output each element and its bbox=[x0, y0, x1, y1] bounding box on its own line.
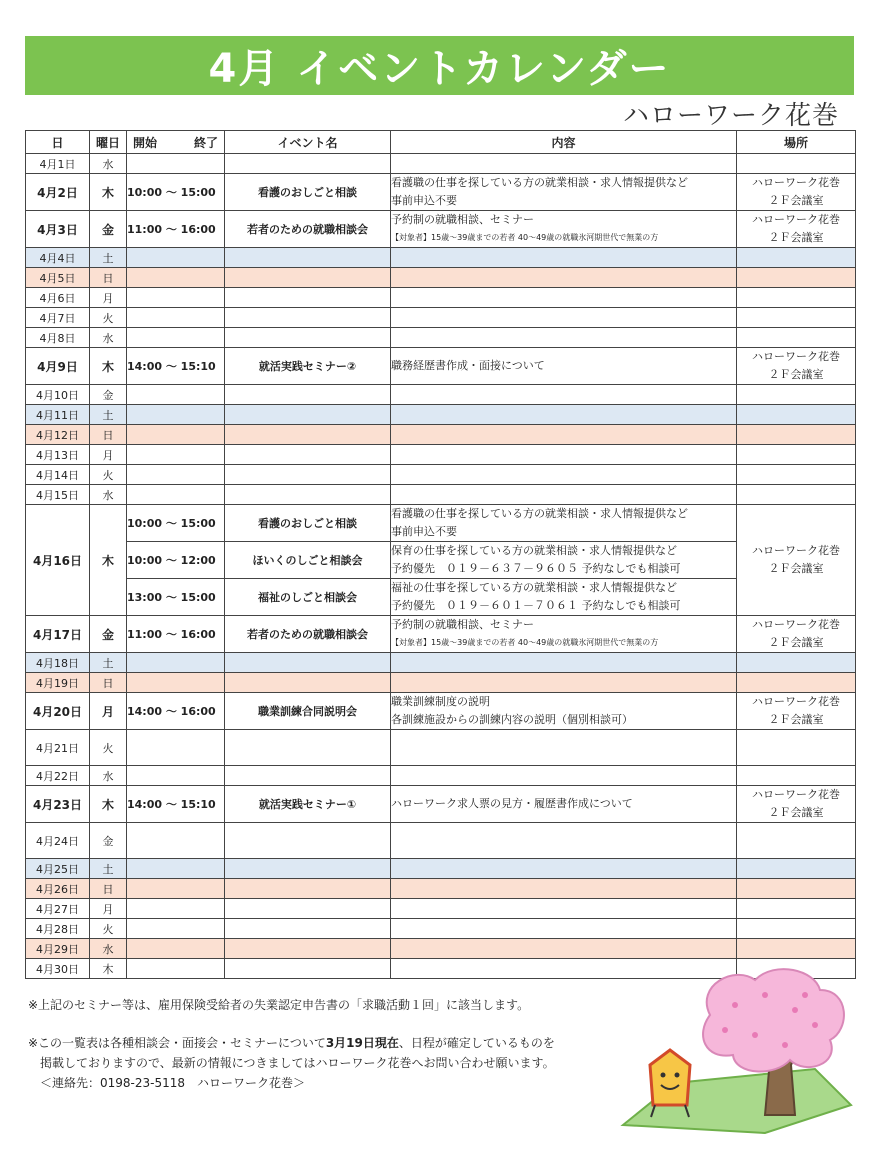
content-cell bbox=[391, 919, 737, 939]
calendar-body bbox=[26, 154, 856, 979]
weekday-cell: 月 bbox=[90, 445, 127, 465]
table-row bbox=[26, 505, 856, 542]
table-row bbox=[26, 919, 856, 939]
content-cell bbox=[391, 579, 737, 616]
event-name-cell: 職業訓練合同説明会 bbox=[225, 693, 391, 730]
time-cell bbox=[127, 288, 225, 308]
content-line: 予約優先 ０１９－６３７－９６０５ 予約なしでも相談可 bbox=[391, 562, 681, 575]
date-cell: 4月26日 bbox=[26, 879, 90, 899]
time-cell bbox=[127, 308, 225, 328]
weekday-cell: 木 bbox=[90, 348, 127, 385]
content-cell bbox=[391, 211, 737, 248]
time-cell: 14:00 ～ 15:10 bbox=[127, 348, 225, 385]
weekday-cell: 火 bbox=[90, 308, 127, 328]
weekday-cell: 月 bbox=[90, 693, 127, 730]
date-cell: 4月5日 bbox=[26, 268, 90, 288]
date-cell: 4月4日 bbox=[26, 248, 90, 268]
event-calendar-table bbox=[25, 130, 856, 979]
content-cell bbox=[391, 248, 737, 268]
content-line: 事前申込不要 bbox=[391, 194, 457, 207]
weekday-cell: 火 bbox=[90, 919, 127, 939]
note-schedule-date: 3月19日現在 bbox=[325, 1036, 399, 1050]
place-line: ハローワーク花巻 bbox=[752, 213, 840, 226]
header-start: 開始 bbox=[133, 135, 158, 150]
date-cell: 4月24日 bbox=[26, 823, 90, 859]
date-cell: 4月27日 bbox=[26, 899, 90, 919]
event-name-cell bbox=[225, 308, 391, 328]
place-cell bbox=[737, 505, 856, 616]
content-cell bbox=[391, 766, 737, 786]
content-cell bbox=[391, 899, 737, 919]
event-name-cell bbox=[225, 959, 391, 979]
time-cell: 10:00 ～ 12:00 bbox=[127, 542, 225, 579]
event-name-cell bbox=[225, 268, 391, 288]
place-cell bbox=[737, 730, 856, 766]
table-row bbox=[26, 542, 856, 579]
date-cell: 4月30日 bbox=[26, 959, 90, 979]
content-cell bbox=[391, 348, 737, 385]
content-cell bbox=[391, 405, 737, 425]
table-row bbox=[26, 939, 856, 959]
event-name-cell bbox=[225, 288, 391, 308]
place-cell bbox=[737, 445, 856, 465]
date-cell: 4月11日 bbox=[26, 405, 90, 425]
event-name-cell: 就活実践セミナー② bbox=[225, 348, 391, 385]
event-name-cell bbox=[225, 859, 391, 879]
date-cell: 4月22日 bbox=[26, 766, 90, 786]
time-cell bbox=[127, 730, 225, 766]
place-line: ハローワーク花巻 bbox=[752, 350, 840, 363]
weekday-cell: 水 bbox=[90, 485, 127, 505]
place-cell bbox=[737, 328, 856, 348]
time-cell bbox=[127, 959, 225, 979]
time-cell bbox=[127, 919, 225, 939]
content-cell bbox=[391, 425, 737, 445]
time-cell: 11:00 ～ 16:00 bbox=[127, 616, 225, 653]
place-cell bbox=[737, 211, 856, 248]
table-row bbox=[26, 579, 856, 616]
place-cell bbox=[737, 766, 856, 786]
page-title: 4月 イベントカレンダー bbox=[208, 46, 671, 92]
table-row bbox=[26, 465, 856, 485]
event-name-cell: 若者のための就職相談会 bbox=[225, 211, 391, 248]
table-row bbox=[26, 786, 856, 823]
event-name-cell bbox=[225, 919, 391, 939]
date-cell: 4月13日 bbox=[26, 445, 90, 465]
content-cell bbox=[391, 542, 737, 579]
weekday-cell: 木 bbox=[90, 174, 127, 211]
time-cell bbox=[127, 445, 225, 465]
date-cell: 4月25日 bbox=[26, 859, 90, 879]
content-cell bbox=[391, 616, 737, 653]
place-line: ハローワーク花巻 bbox=[752, 618, 840, 631]
content-line: 職業訓練制度の説明 bbox=[391, 695, 490, 708]
event-name-cell: 看護のおしごと相談 bbox=[225, 174, 391, 211]
table-row bbox=[26, 823, 856, 859]
event-name-cell bbox=[225, 328, 391, 348]
time-cell bbox=[127, 939, 225, 959]
weekday-cell: 日 bbox=[90, 879, 127, 899]
table-row bbox=[26, 693, 856, 730]
place-cell bbox=[737, 308, 856, 328]
place-cell bbox=[737, 859, 856, 879]
content-line: 福祉の仕事を探している方の就業相談・求人情報提供など bbox=[391, 581, 677, 594]
place-line: ハローワーク花巻 bbox=[752, 695, 840, 708]
date-cell: 4月18日 bbox=[26, 653, 90, 673]
content-line: 保育の仕事を探している方の就業相談・求人情報提供など bbox=[391, 544, 677, 557]
place-cell bbox=[737, 154, 856, 174]
content-cell bbox=[391, 879, 737, 899]
date-cell: 4月3日 bbox=[26, 211, 90, 248]
table-row bbox=[26, 859, 856, 879]
place-cell bbox=[737, 919, 856, 939]
place-cell bbox=[737, 268, 856, 288]
place-line: ２Ｆ会議室 bbox=[768, 368, 824, 381]
table-row bbox=[26, 385, 856, 405]
content-cell bbox=[391, 154, 737, 174]
content-line: 各訓練施設からの訓練内容の説明（個別相談可） bbox=[391, 713, 633, 726]
table-row bbox=[26, 879, 856, 899]
content-line: 看護職の仕事を探している方の就業相談・求人情報提供など bbox=[391, 507, 688, 520]
table-row bbox=[26, 308, 856, 328]
header-end: 終了 bbox=[193, 135, 218, 150]
weekday-cell: 木 bbox=[90, 786, 127, 823]
header-content: 内容 bbox=[391, 131, 737, 154]
table-row bbox=[26, 673, 856, 693]
table-row bbox=[26, 485, 856, 505]
table-row bbox=[26, 288, 856, 308]
table-row bbox=[26, 445, 856, 465]
time-cell bbox=[127, 899, 225, 919]
table-header-row bbox=[26, 131, 856, 154]
table-row bbox=[26, 154, 856, 174]
time-cell: 10:00 ～ 15:00 bbox=[127, 505, 225, 542]
place-cell bbox=[737, 939, 856, 959]
weekday-cell: 日 bbox=[90, 425, 127, 445]
place-cell bbox=[737, 348, 856, 385]
time-cell bbox=[127, 823, 225, 859]
weekday-cell: 木 bbox=[90, 505, 127, 616]
table-row bbox=[26, 425, 856, 445]
place-cell bbox=[737, 616, 856, 653]
time-cell: 13:00 ～ 15:00 bbox=[127, 579, 225, 616]
date-cell: 4月19日 bbox=[26, 673, 90, 693]
place-cell bbox=[737, 425, 856, 445]
date-cell: 4月10日 bbox=[26, 385, 90, 405]
content-cell bbox=[391, 505, 737, 542]
event-name-cell bbox=[225, 823, 391, 859]
place-cell bbox=[737, 405, 856, 425]
content-line: 看護職の仕事を探している方の就業相談・求人情報提供など bbox=[391, 176, 688, 189]
place-line: ２Ｆ会議室 bbox=[768, 636, 824, 649]
date-cell: 4月1日 bbox=[26, 154, 90, 174]
weekday-cell: 土 bbox=[90, 859, 127, 879]
content-cell bbox=[391, 445, 737, 465]
weekday-cell: 日 bbox=[90, 268, 127, 288]
time-cell bbox=[127, 248, 225, 268]
event-name-cell bbox=[225, 653, 391, 673]
time-cell bbox=[127, 485, 225, 505]
header-date: 日 bbox=[26, 131, 90, 154]
event-name-cell bbox=[225, 766, 391, 786]
content-cell bbox=[391, 288, 737, 308]
time-cell: 14:00 ～ 15:10 bbox=[127, 786, 225, 823]
content-cell bbox=[391, 268, 737, 288]
event-name-cell bbox=[225, 405, 391, 425]
place-line: ２Ｆ会議室 bbox=[768, 194, 824, 207]
time-cell bbox=[127, 328, 225, 348]
content-cell bbox=[391, 653, 737, 673]
table-row bbox=[26, 653, 856, 673]
weekday-cell: 月 bbox=[90, 899, 127, 919]
date-cell: 4月6日 bbox=[26, 288, 90, 308]
place-cell bbox=[737, 465, 856, 485]
event-name-cell bbox=[225, 485, 391, 505]
date-cell: 4月16日 bbox=[26, 505, 90, 616]
place-cell bbox=[737, 288, 856, 308]
table-row bbox=[26, 730, 856, 766]
time-cell bbox=[127, 673, 225, 693]
content-cell bbox=[391, 823, 737, 859]
date-cell: 4月9日 bbox=[26, 348, 90, 385]
place-cell bbox=[737, 248, 856, 268]
time-cell bbox=[127, 268, 225, 288]
header-place: 場所 bbox=[737, 131, 856, 154]
place-cell bbox=[737, 485, 856, 505]
place-line: ２Ｆ会議室 bbox=[768, 562, 824, 575]
place-cell bbox=[737, 786, 856, 823]
event-name-cell: 福祉のしごと相談会 bbox=[225, 579, 391, 616]
time-cell bbox=[127, 859, 225, 879]
place-cell bbox=[737, 823, 856, 859]
weekday-cell: 金 bbox=[90, 823, 127, 859]
note-seminar: ※上記のセミナー等は、雇用保険受給者の失業認定申告書の「求職活動１回」に該当します。 bbox=[28, 998, 530, 1012]
place-line: ２Ｆ会議室 bbox=[768, 713, 824, 726]
time-cell bbox=[127, 154, 225, 174]
date-cell: 4月17日 bbox=[26, 616, 90, 653]
event-name-cell bbox=[225, 730, 391, 766]
content-line: 予約優先 ０１９－６０１－７０６１ 予約なしでも相談可 bbox=[391, 599, 681, 612]
place-line: ハローワーク花巻 bbox=[752, 788, 840, 801]
content-cell bbox=[391, 939, 737, 959]
event-name-cell: ほいくのしごと相談会 bbox=[225, 542, 391, 579]
time-cell: 10:00 ～ 15:00 bbox=[127, 174, 225, 211]
content-line: 職務経歴書作成・面接について bbox=[391, 359, 545, 372]
weekday-cell: 金 bbox=[90, 616, 127, 653]
content-cell bbox=[391, 786, 737, 823]
date-cell: 4月8日 bbox=[26, 328, 90, 348]
table-row bbox=[26, 248, 856, 268]
weekday-cell: 土 bbox=[90, 653, 127, 673]
table-row bbox=[26, 616, 856, 653]
place-line: ２Ｆ会議室 bbox=[768, 231, 824, 244]
weekday-cell: 土 bbox=[90, 405, 127, 425]
event-name-cell bbox=[225, 248, 391, 268]
weekday-cell: 金 bbox=[90, 211, 127, 248]
event-name-cell: 看護のおしごと相談 bbox=[225, 505, 391, 542]
note-schedule bbox=[28, 1033, 555, 1053]
place-cell bbox=[737, 385, 856, 405]
weekday-cell: 火 bbox=[90, 465, 127, 485]
weekday-cell: 水 bbox=[90, 154, 127, 174]
content-cell bbox=[391, 465, 737, 485]
date-cell: 4月12日 bbox=[26, 425, 90, 445]
event-name-cell bbox=[225, 899, 391, 919]
place-line: ハローワーク花巻 bbox=[752, 544, 840, 557]
note-schedule-text-2: 、日程が確定しているものを bbox=[398, 1036, 555, 1050]
weekday-cell: 水 bbox=[90, 939, 127, 959]
weekday-cell: 木 bbox=[90, 959, 127, 979]
time-cell bbox=[127, 879, 225, 899]
note-schedule-text: ※この一覧表は各種相談会・面接会・セミナーについて bbox=[28, 1036, 326, 1050]
content-cell bbox=[391, 693, 737, 730]
date-cell: 4月7日 bbox=[26, 308, 90, 328]
content-line: ハローワーク求人票の見方・履歴書作成について bbox=[391, 797, 633, 810]
table-row bbox=[26, 348, 856, 385]
content-line: 【対象者】15歳～39歳までの若者 40～49歳の就職氷河期世代で無業の方 bbox=[391, 638, 659, 647]
title-banner bbox=[25, 36, 854, 95]
content-line: 予約制の就職相談、セミナー bbox=[391, 618, 534, 631]
event-name-cell bbox=[225, 939, 391, 959]
event-name-cell bbox=[225, 154, 391, 174]
content-line: 予約制の就職相談、セミナー bbox=[391, 213, 534, 226]
date-cell: 4月21日 bbox=[26, 730, 90, 766]
date-cell: 4月2日 bbox=[26, 174, 90, 211]
note-contact-request: 掲載しておりますので、最新の情報につきましてはハローワーク花巻へお問い合わせ願います。 bbox=[28, 1056, 555, 1070]
place-cell bbox=[737, 653, 856, 673]
place-line: ハローワーク花巻 bbox=[752, 176, 840, 189]
event-name-cell bbox=[225, 465, 391, 485]
event-name-cell: 若者のための就職相談会 bbox=[225, 616, 391, 653]
place-cell bbox=[737, 899, 856, 919]
weekday-cell: 日 bbox=[90, 673, 127, 693]
header-dow: 曜日 bbox=[90, 131, 127, 154]
event-name-cell bbox=[225, 385, 391, 405]
date-cell: 4月15日 bbox=[26, 485, 90, 505]
tree-blossom bbox=[703, 969, 844, 1071]
time-cell bbox=[127, 766, 225, 786]
content-cell bbox=[391, 174, 737, 211]
date-cell: 4月29日 bbox=[26, 939, 90, 959]
time-cell bbox=[127, 425, 225, 445]
weekday-cell: 火 bbox=[90, 730, 127, 766]
table-row bbox=[26, 405, 856, 425]
date-cell: 4月20日 bbox=[26, 693, 90, 730]
event-name-cell bbox=[225, 425, 391, 445]
notes bbox=[28, 995, 555, 1093]
content-cell bbox=[391, 859, 737, 879]
note-contact: ＜連絡先：0198-23-5118 ハローワーク花巻＞ bbox=[28, 1076, 306, 1090]
time-cell bbox=[127, 385, 225, 405]
weekday-cell: 金 bbox=[90, 385, 127, 405]
weekday-cell: 水 bbox=[90, 328, 127, 348]
event-name-cell bbox=[225, 445, 391, 465]
event-name-cell bbox=[225, 879, 391, 899]
table-row bbox=[26, 899, 856, 919]
time-cell bbox=[127, 465, 225, 485]
cherry-tree-illustration bbox=[615, 965, 855, 1140]
content-cell bbox=[391, 730, 737, 766]
content-cell bbox=[391, 385, 737, 405]
place-cell bbox=[737, 174, 856, 211]
office-name: ハローワーク花巻 bbox=[622, 101, 839, 131]
time-cell bbox=[127, 405, 225, 425]
place-cell bbox=[737, 879, 856, 899]
place-cell bbox=[737, 673, 856, 693]
event-name-cell: 就活実践セミナー① bbox=[225, 786, 391, 823]
place-line: ２Ｆ会議室 bbox=[768, 806, 824, 819]
weekday-cell: 土 bbox=[90, 248, 127, 268]
table-row bbox=[26, 268, 856, 288]
table-row bbox=[26, 211, 856, 248]
content-cell bbox=[391, 308, 737, 328]
content-cell bbox=[391, 328, 737, 348]
header-time bbox=[127, 131, 225, 154]
date-cell: 4月23日 bbox=[26, 786, 90, 823]
time-cell bbox=[127, 653, 225, 673]
content-cell bbox=[391, 673, 737, 693]
date-cell: 4月14日 bbox=[26, 465, 90, 485]
weekday-cell: 月 bbox=[90, 288, 127, 308]
time-cell: 14:00 ～ 16:00 bbox=[127, 693, 225, 730]
content-line: 事前申込不要 bbox=[391, 525, 457, 538]
place-cell bbox=[737, 693, 856, 730]
content-cell bbox=[391, 485, 737, 505]
content-line: 【対象者】15歳～39歳までの若者 40～49歳の就職氷河期世代で無業の方 bbox=[391, 233, 659, 242]
table-row bbox=[26, 328, 856, 348]
time-cell: 11:00 ～ 16:00 bbox=[127, 211, 225, 248]
table-row bbox=[26, 766, 856, 786]
date-cell: 4月28日 bbox=[26, 919, 90, 939]
event-name-cell bbox=[225, 673, 391, 693]
weekday-cell: 水 bbox=[90, 766, 127, 786]
header-event: イベント名 bbox=[225, 131, 391, 154]
table-row bbox=[26, 174, 856, 211]
